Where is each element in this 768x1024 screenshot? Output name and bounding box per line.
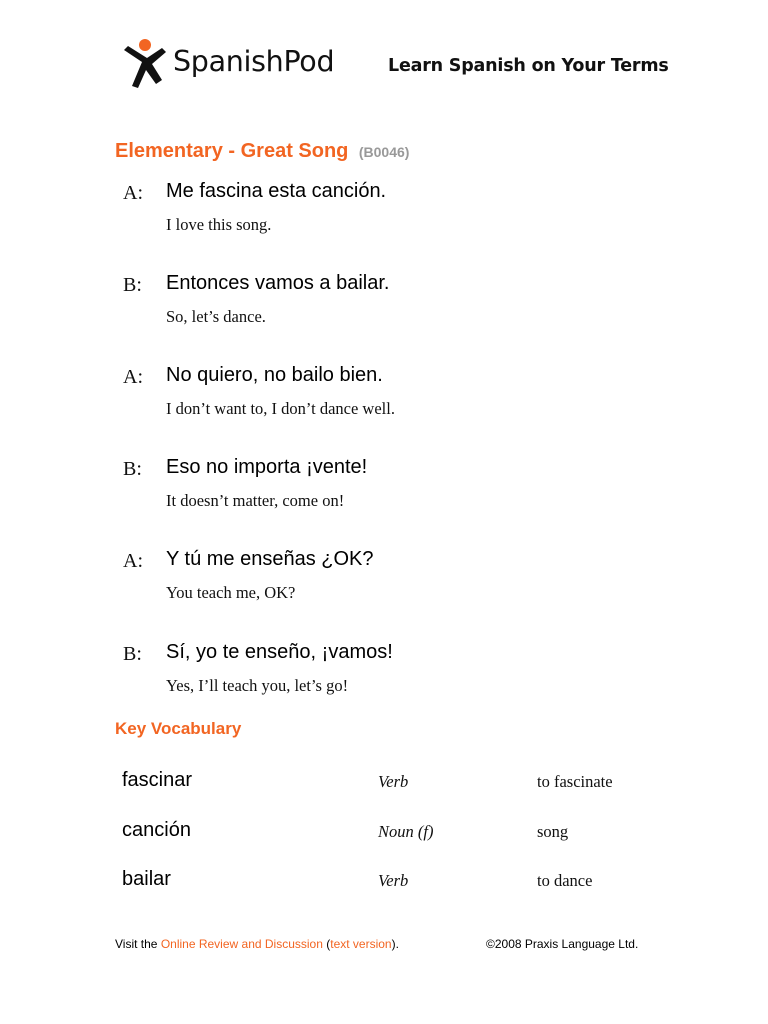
vocab-part-of-speech: Verb bbox=[378, 772, 409, 791]
dialogue-line bbox=[0, 366, 700, 436]
speaker-label: B: bbox=[123, 458, 142, 480]
brand-name: SpanishPod bbox=[173, 45, 335, 78]
english-translation: I don’t want to, I don’t dance well. bbox=[166, 399, 395, 418]
footer-prefix: Visit the bbox=[115, 937, 161, 951]
copyright: ©2008 Praxis Language Ltd. bbox=[486, 937, 639, 951]
vocab-word: fascinar bbox=[122, 769, 193, 791]
dialogue-line bbox=[0, 182, 700, 252]
vocabulary-row bbox=[0, 769, 700, 799]
spanish-line: Sí, yo te enseño, ¡vamos! bbox=[166, 641, 393, 663]
speaker-label: B: bbox=[123, 643, 142, 665]
lesson-title-row bbox=[115, 140, 409, 163]
online-review-link[interactable]: Online Review and Discussion bbox=[160, 937, 323, 951]
speaker-label: A: bbox=[123, 550, 143, 572]
spanish-line: Y tú me enseñas ¿OK? bbox=[166, 548, 374, 570]
vocab-part-of-speech: Noun (f) bbox=[378, 822, 434, 841]
dialogue-line bbox=[0, 458, 700, 528]
english-translation: You teach me, OK? bbox=[166, 583, 296, 602]
lesson-code: (B0046) bbox=[358, 144, 410, 160]
english-translation: I love this song. bbox=[166, 215, 272, 234]
spanish-line: Eso no importa ¡vente! bbox=[166, 456, 368, 478]
vocab-definition: song bbox=[537, 822, 569, 841]
english-translation: Yes, I’ll teach you, let’s go! bbox=[166, 676, 349, 695]
speaker-label: B: bbox=[123, 274, 142, 296]
vocabulary-heading: Key Vocabulary bbox=[115, 719, 242, 738]
vocab-definition: to dance bbox=[537, 871, 593, 890]
dialogue-line bbox=[0, 550, 700, 620]
spanish-line: No quiero, no bailo bien. bbox=[166, 364, 383, 386]
speaker-label: A: bbox=[123, 182, 143, 204]
page-header bbox=[122, 38, 672, 94]
vocab-part-of-speech: Verb bbox=[378, 871, 409, 890]
spanish-line: Me fascina esta canción. bbox=[166, 180, 387, 202]
dialogue-line bbox=[0, 274, 700, 344]
text-version-link[interactable]: text version bbox=[330, 937, 392, 951]
vocab-definition: to fascinate bbox=[537, 772, 613, 791]
footer-close: ). bbox=[391, 937, 399, 951]
spanish-line: Entonces vamos a bailar. bbox=[166, 272, 390, 294]
vocabulary-row bbox=[0, 819, 700, 849]
vocab-word: canción bbox=[122, 819, 191, 841]
vocab-word: bailar bbox=[122, 868, 171, 890]
english-translation: It doesn’t matter, come on! bbox=[166, 491, 345, 510]
spanishpod-logo-icon bbox=[122, 38, 168, 90]
lesson-title: Elementary - Great Song bbox=[115, 140, 349, 162]
vocabulary-row bbox=[0, 868, 700, 898]
footer-links bbox=[115, 937, 399, 951]
footer-open-paren: ( bbox=[322, 937, 331, 951]
english-translation: So, let’s dance. bbox=[166, 307, 266, 326]
tagline: Learn Spanish on Your Terms bbox=[388, 56, 669, 76]
dialogue-line bbox=[0, 643, 700, 713]
speaker-label: A: bbox=[123, 366, 143, 388]
